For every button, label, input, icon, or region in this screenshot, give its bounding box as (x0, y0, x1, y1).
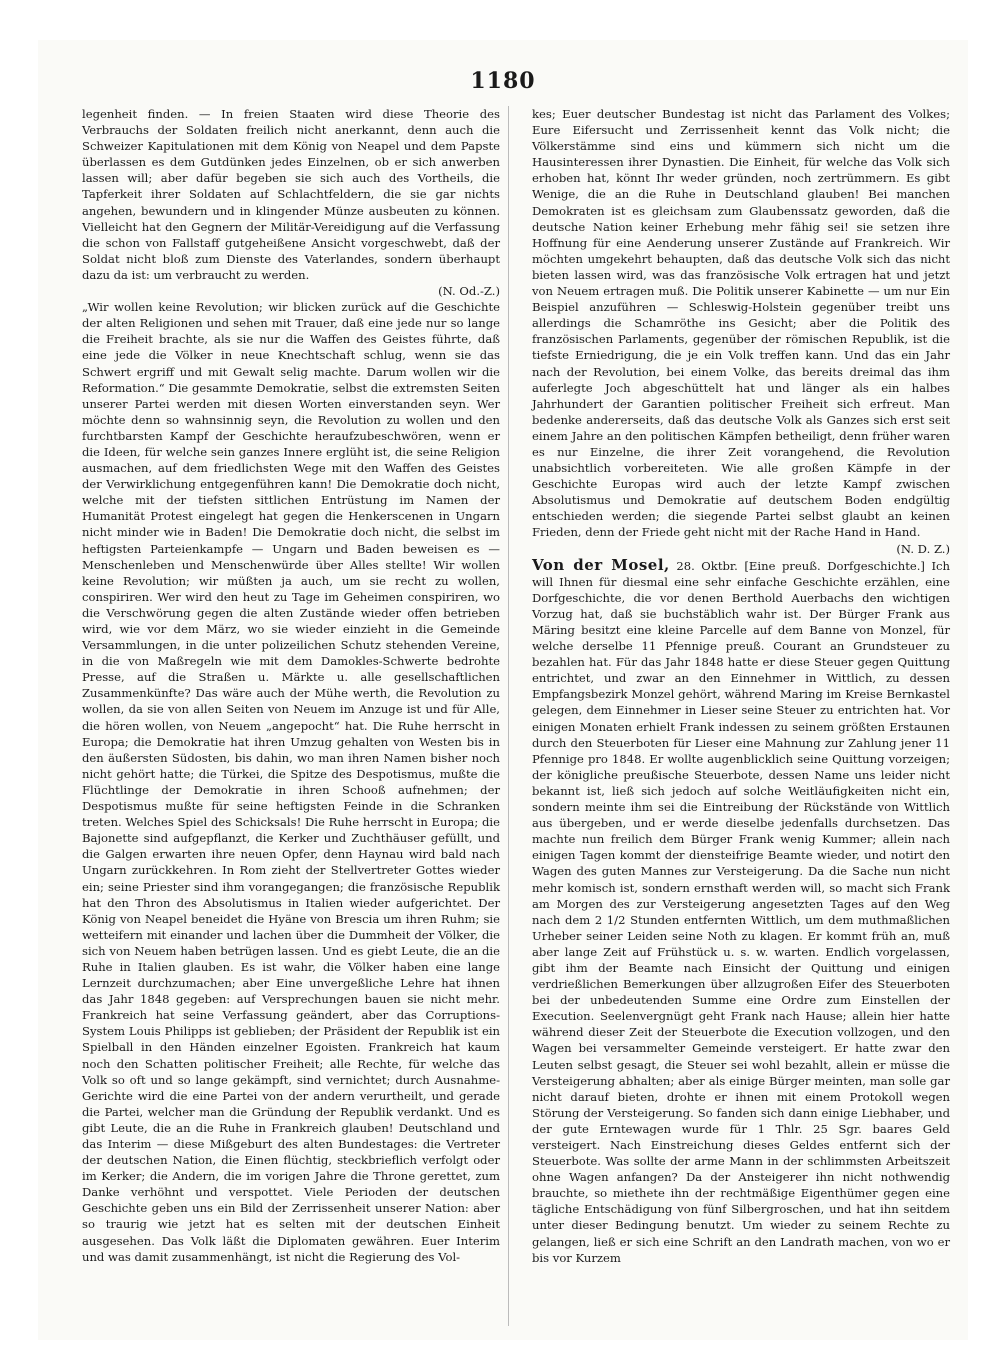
right-column (532, 106, 950, 1266)
article-text: „Wir wollen keine Revolution; wir blicken zurück auf die Geschichte der alten Religionen und sehen mit Trauer, daß eine jede nur so lange die Freiheit brachte, als sie nur die Waffen des Geistes führte, daß eine jede die Völker in neue Knechtschaft schlug, wenn sie das Schwert ergriff und mit Gewalt selig machte. Darum wollen wir die Reformation.“ Die gesammte Demokratie, selbst die extremsten Seiten unserer Partei werden mit diesen Worten einverstanden seyn. Wer möchte denn so wahnsinnig seyn, die Revolution zu wollen und den furchtbarsten Kampf der Geschichte heraufzubeschwören, wenn er die Ideen, für welche sein ganzes Innere erglüht ist, die seine Religion ausmachen, auf dem friedlichsten Wege mit den Waffen des Geistes der Verwirklichung entgegenführen kann! Die Demokratie doch nicht, welche mit der tiefsten sittlichen Entrüstung im Namen der Humanität Protest eingelegt hat gegen die Henkerscenen in Ungarn nicht minder wie in Baden! Die Demokratie doch nicht, die selbst im heftigsten Parteienkampfe — Ungarn und Baden beweisen es — Menschenleben und Menschenwürde über Alles stellte! Wir wollen keine Revolution; wir müßten ja auch, um sie recht zu wollen, conspiriren. Wer wird den heut zu Tage im Geheimen conspiriren, wo die Verschwörung gegen die alten Zustände wieder offen betrieben wird, wie vor dem März, wo sie wieder einzieht in die Gemeinde Versammlungen, in die unter polizeilichen Schutz stehenden Vereine, in die von Maßregeln wie mit dem Damokles-Schwerte bedrohte Presse, auf die Straßen u. Märkte u. alle gesellschaftlichen Zusammenkünfte? Das wäre auch der Mühe werth, die Revolution zu wollen, da sie von allen Seiten von Neuem im Anzuge ist und für Alle, die hören wollen, von Neuem „angepocht“ hat. Die Ruhe herrscht in Europa; die Demokratie hat ihren Umzug gehalten von Westen bis in den äußersten Südosten, bis dahin, wo man ihren Namen bisher noch nicht gehört hatte; die Türkei, die Spitze des Despotismus, mußte die Flüchtlinge der Demokratie in ihren Schooß aufnehmen; der Despotismus mußte für seine heftigsten Feinde in die Schranken treten. Welches Spiel des Schicksals! Die Ruhe herrscht in Europa; die Bajonette sind aufgepflanzt, die Kerker und Zuchthäuser gefüllt, und die Galgen erwarten ihre neuen Opfer, denn Haynau wird bald nach Ungarn zurückkehren. In Rom zieht der Stellvertreter Gottes wieder ein; seine Priester sind ihm vorangegangen; die französische Republik hat den Thron des Absolutismus in Italien wieder aufgerichtet. Der König von Neapel beneidet die Hyäne von Brescia um ihren Ruhm; sie wetteifern mit einander und lachen über die Dummheit der Völker, die sich von Neuem haben betrügen lassen. Und es giebt Leute, die an die Ruhe in Italien glauben. Es ist wahr, die Völker haben eine lange Lernzeit durchzumachen; aber Eine unvergeßliche Lehre hat ihnen das Jahr 1848 gegeben: auf Versprechungen bauen sie nicht mehr. Frankreich hat seine Verfassung geändert, aber das Corruptions-System Louis Philipps ist geblieben; der Präsident der Republik ist ein Spielball in den Händen einzelner Egoisten. Frankreich hat kaum noch den Schatten politischer Freiheit; alle Rechte, für welche das Volk so oft und so lange gekämpft, sind vernichtet; durch Ausnahme-Gerichte wird die eine Partei von der andern verurtheilt, und gerade die Partei, welcher man die Gründung der Republik verdankt. Und es gibt Leute, die an die Ruhe in Frankreich glauben! Deutschland und das Interim — diese Mißgeburt des alten Bundestages: die Vertreter der deutschen Nation, die Einen flüchtig, steckbrieflich verfolgt oder im Kerker; die Andern, die im vorigen Jahre die Throne gerettet, zum Danke verhöhnt und verspottet. Viele Perioden der deutschen Geschichte geben uns ein Bild der Zerrissenheit unserer Nation: aber so traurig wie jetzt hat es selten mit der deutschen Einheit ausgesehen. Das Volk läßt die Diplomaten gewähren. Euer Interim und was damit zusammenhängt, ist nicht die Regierung des Vol- (82, 300, 501, 1264)
article-text: kes; Euer deutscher Bundestag ist nicht das Parlament des Volkes; Eure Eifersucht und Zerrissenheit kennt das Volk nicht; die Völkerstämme sind eins und kümmern sich nicht um die Hausinteressen ihrer Dynastien. Die Einheit, für welche das Volk sich erhoben hat, könnt Ihr weder gründen, noch zertrümmern. Es gibt Wenige, die an die Ruhe in Deutschland glauben! Bei manchen Demokraten ist es gleichsam zum Glaubenssatz geworden, daß die deutsche Nation keiner Erhebung mehr fähig sei! sie setzen ihre Hoffnung für eine Aenderung unserer Zustände auf Frankreich. Wir möchten umgekehrt behaupten, daß das deutsche Volk sich das nicht bieten lassen wird, was das französische Volk ertragen hat und jetzt von Neuem ertragen muß. Die Politik unserer Kabinette — um nur Ein Beispiel anzuführen — Schleswig-Holstein gegenüber treibt uns allerdings die Schamröthe ins Gesicht; aber die Politik des französischen Parlaments, gegenüber der römischen Republik, ist die tiefste Erniedrigung, die je ein Volk treffen kann. Und das ein Jahr nach der Revolution, bei einem Volke, das bereits dreimal das ihm auferlegte Joch abgeschüttelt hat und länger als ein halbes Jahrhundert der Garantien politischer Freiheit sich erfreut. Man bedenke andererseits, daß das deutsche Volk als Ganzes sich erst seit einem Jahre an den politischen Kämpfen betheiligt, denn früher waren es nur Einzelne, die ihrer Zeit vorangehend, die Revolution unabsichtlich vorbereiteten. Wie alle großen Kämpfe in der Geschichte Europas wird auch der letzte Kampf zwischen Absolutismus und Demokratie auf deutschem Boden endgültig entschieden werden; die siegende Partei selbst glaubt an keinen Frieden, denn der Friede geht nicht mit der Rache Hand in Hand. (532, 107, 950, 540)
article-text: legenheit finden. — In freien Staaten wird diese Theorie des Verbrauchs der Soldaten freilich nicht anerkannt, denn auch die Schweizer Kapitulationen mit dem König von Neapel und dem Papste überlassen es dem Gutdünken jedes Einzelnen, ob er sich anwerben lassen will; aber dafür begeben sie sich auch des Vortheils, die Tapferkeit ihrer Soldaten auf Schlachtfeldern, die sie gar nichts angehen, bewundern und in klingender Münze ausbeuten zu können. Vielleicht hat den Gegnern der Militär-Vereidigung auf die Verfassung die schon von Fallstaff gutgeheißene Ansicht vorgeschwebt, daß der Soldat nicht bloß zum Dienste des Vaterlandes, sondern überhaupt dazu da ist: um verbraucht zu werden. (82, 107, 500, 282)
newspaper-page (38, 40, 968, 1340)
article-source-signature: (N. Od.-Z.) (438, 284, 500, 299)
column-divider (508, 106, 509, 1326)
article-text: Ich will Ihnen für diesmal eine sehr einfache Geschichte erzählen, eine Dorfgeschichte, die vor denen Berthold Auerbachs den wichtigen Vorzug hat, daß sie buchstäblich wahr ist. Der Bürger Frank aus Märing besitzt eine kleine Parcelle auf dem Banne von Monzel, für welche derselbe 11 Pfennige preuß. Courant an Grundsteuer zu bezahlen hat. Für das Jahr 1848 hatte er diese Steuer gegen Quittung entrichtet, und zwar an den Einnehmer in Wittlich, zu dessen Empfangsbezirk Monzel gehört, während Maring im Kreise Bernkastel gelegen, dem Einnehmer in Lieser seine Steuer zu entrichten hat. Vor einigen Monaten erhielt Frank indessen zu seinem größten Erstaunen durch den Steuerboten für Lieser eine Mahnung zur Zahlung jener 11 Pfennige pro 1848. Er wollte augenblicklich seine Quittung vorzeigen; der königliche preußische Steuerbote, dessen Name uns leider nicht bekannt ist, ließ sich jedoch auf solche Weitläufigkeiten nicht ein, sondern meinte ihm sei die Eintreibung der Rückstände von Wittlich aus übergeben, und er werde dieselbe jedenfalls durchsetzen. Das machte nun freilich dem Bürger Frank wenig Kummer; allein nach einigen Tagen kommt der diensteifrige Beamte wieder, und notirt den Wagen des guten Mannes zur Versteigerung. Da die Sache nun nicht mehr komisch ist, sondern ernsthaft werden will, so macht sich Frank am Morgen des zur Versteigerung angesetzten Tages auf den Weg nach dem 2 1/2 Stunden entfernten Wittlich, um dem muthmaßlichen Urheber seiner Leiden seine Noth zu klagen. Er kommt früh an, muß aber lange Zeit auf Frühstück u. s. w. warten. Endlich vorgelassen, gibt ihm der Beamte nach Einsicht der Quittung und einigen verdrießlichen Bemerkungen über allzugroßen Eifer des Steuerboten bei der unbedeutenden Summe eine Ordre zum Einstellen der Execution. Seelenvergnügt geht Frank nach Hause; allein hier hatte während dieser Zeit der Steuerbote die Execution vollzogen, und den Wagen bei versammelter Gemeinde versteigert. Er hatte zwar den Leuten selbst gesagt, die Steuer sei wohl bezahlt, allein er müsse die Versteigerung abhalten; aber als einige Bürger meinten, man solle gar nicht darauf bieten, drohte er ihnen mit einem Protokoll wegen Störung der Versteigerung. So fanden sich dann einige Liebhaber, und der gute Erntewagen wurde für 1 Thlr. 25 Sgr. baares Geld versteigert. Nach Einstreichung dieses Geldes entfernt sich der Steuerbote. Was sollte der arme Mann in der schlimmsten Arbeitszeit ohne Wagen anfangen? Da der Ansteigerer ihn nicht nothwendig brauchte, so miethete ihn der rechtmäßige Eigenthümer gegen eine tägliche Entschädigung von fünf Silbergroschen, und hat ihn seitdem unter dieser Bedingung benutzt. Um wieder zu seinem Rechte zu gelangen, ließ er sich eine Schrift an den Landrath machen, von wo er bis vor Kurzem (532, 558, 951, 1265)
left-column (82, 106, 500, 1265)
dateline-place: Von der Mosel, (532, 555, 670, 574)
article-source-signature: (N. D. Z.) (896, 541, 950, 556)
dateline-date: 28. Oktbr. [Eine preuß. Dorfgeschichte.] (676, 558, 925, 573)
page-number: 1180 (470, 68, 536, 94)
dateline (532, 557, 950, 1266)
